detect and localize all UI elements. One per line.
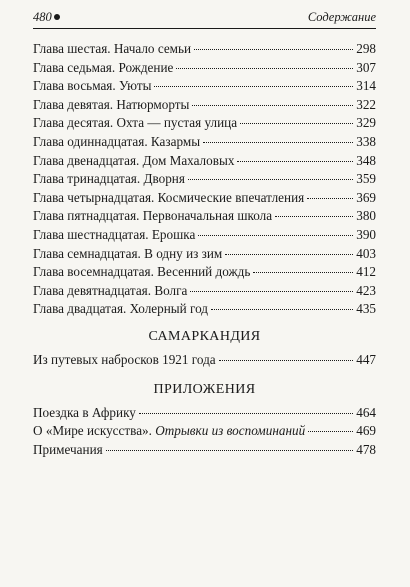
dot-leader <box>106 450 354 451</box>
toc-entry-page: 338 <box>356 133 376 149</box>
toc-entry-page: 447 <box>356 351 376 367</box>
page-number-text: 480 <box>33 10 52 24</box>
dot-leader <box>192 105 353 106</box>
toc-entry-title: Глава пятнадцатая. Первоначальная школа <box>33 208 273 224</box>
toc-entry-page: 390 <box>356 226 376 242</box>
toc-entry-title: Глава девятнадцатая. Волга <box>33 282 188 298</box>
toc-entry-chapter-9 <box>33 96 376 115</box>
toc-entry-title: Глава девятая. Натюрморты <box>33 96 190 112</box>
toc-entry-title: Глава седьмая. Рождение <box>33 59 174 75</box>
toc-entry-chapter-13 <box>33 170 376 189</box>
toc-entry-chapter-8 <box>33 77 376 96</box>
toc-entry-chapter-6 <box>33 40 376 59</box>
dot-leader <box>194 49 353 50</box>
toc-entry-title-main: О «Мире искусства». <box>33 423 156 439</box>
section-spacer <box>33 370 376 380</box>
dot-leader <box>154 86 353 87</box>
toc-entry-page: 329 <box>356 115 376 131</box>
toc-entry-chapter-18 <box>33 263 376 282</box>
header-rule <box>33 28 376 29</box>
toc-entry-chapter-11 <box>33 133 376 152</box>
toc-entry-page: 469 <box>356 423 376 439</box>
toc-entry-page: 298 <box>356 41 376 56</box>
dot-leader <box>190 291 353 292</box>
toc-entry-page: 348 <box>356 152 376 168</box>
page-header <box>33 9 376 27</box>
toc-entry-page: 464 <box>356 404 376 420</box>
toc-entry-title: Глава семнадцатая. В одну из зим <box>33 245 223 261</box>
dot-leader <box>307 198 353 199</box>
section-spacer <box>33 319 376 327</box>
toc-entry-chapter-7 <box>33 59 376 78</box>
section-heading-samarkand: САМАРКАНДИЯ <box>148 328 261 344</box>
dot-leader <box>176 68 353 69</box>
toc-entry-africa-trip <box>33 404 376 423</box>
bullet-dot-icon <box>54 14 60 20</box>
toc-entry-title: Глава четырнадцатая. Космические впечатления <box>33 189 305 205</box>
dot-leader <box>219 360 354 361</box>
dot-leader <box>139 413 353 414</box>
toc-entry-page: 412 <box>356 264 376 280</box>
toc-entry-page: 423 <box>356 282 376 298</box>
dot-leader <box>198 235 353 236</box>
toc-entry-travel-sketches <box>33 351 376 370</box>
dot-leader <box>253 272 353 273</box>
dot-leader <box>225 254 353 255</box>
toc-entry-page: 435 <box>356 301 376 317</box>
toc-entry-title: Примечания <box>33 441 103 457</box>
toc-entry-title-italic: Отрывки из воспоминаний <box>155 423 306 439</box>
toc-entry-page: 403 <box>356 245 376 261</box>
dot-leader <box>211 309 353 310</box>
toc-entry-chapter-17 <box>33 245 376 264</box>
toc-entry-mir-iskusstva <box>33 422 376 441</box>
toc-entry-notes <box>33 441 376 460</box>
dot-leader <box>308 431 353 432</box>
toc-entry-title: Глава шестнадцатая. Ерошка <box>33 226 196 242</box>
toc-entry-page: 369 <box>356 189 376 205</box>
toc-entry-page: 307 <box>356 59 376 75</box>
toc-entry-chapter-20 <box>33 300 376 319</box>
dot-leader <box>188 179 353 180</box>
toc-entry-page: 314 <box>356 78 376 94</box>
toc-entry-chapter-19 <box>33 282 376 301</box>
dot-leader <box>275 216 353 217</box>
toc-entry-chapter-14 <box>33 189 376 208</box>
toc-entry-title: Глава десятая. Охта — пустая улица <box>33 115 238 131</box>
toc-entry-page: 478 <box>356 441 376 457</box>
dot-leader <box>203 142 353 143</box>
toc-entry-chapter-15 <box>33 207 376 226</box>
toc-entry-chapter-12 <box>33 152 376 171</box>
toc-entry-chapter-16 <box>33 226 376 245</box>
toc-entry-chapter-10 <box>33 114 376 133</box>
toc-entry-title: Из путевых набросков 1921 года <box>33 351 216 367</box>
toc-entry-title: Глава шестая. Начало семьи <box>33 41 192 56</box>
dot-leader <box>240 123 353 124</box>
toc-entry-title: Глава восемнадцатая. Весенний дождь <box>33 264 251 280</box>
toc-entry-page: 322 <box>356 96 376 112</box>
toc-entry-title: Глава одиннадцатая. Казармы <box>33 133 201 149</box>
toc-entry-page: 359 <box>356 171 376 187</box>
toc-entry-title: Глава двенадцатая. Дом Махаловых <box>33 152 235 168</box>
toc-entry-title: Глава двадцатая. Холерный год <box>33 301 209 317</box>
toc-entry-title: Глава восьмая. Уюты <box>33 78 152 94</box>
toc-entry-title: Глава тринадцатая. Дворня <box>33 171 185 187</box>
running-head: Содержание <box>307 10 376 24</box>
table-of-contents <box>33 40 376 459</box>
page-number <box>33 9 60 25</box>
toc-entry-page: 380 <box>356 208 376 224</box>
dot-leader <box>237 161 353 162</box>
section-heading-appendix: ПРИЛОЖЕНИЯ <box>153 381 256 397</box>
toc-entry-title: Поездка в Африку <box>33 404 136 420</box>
toc-entry-title <box>33 422 305 441</box>
